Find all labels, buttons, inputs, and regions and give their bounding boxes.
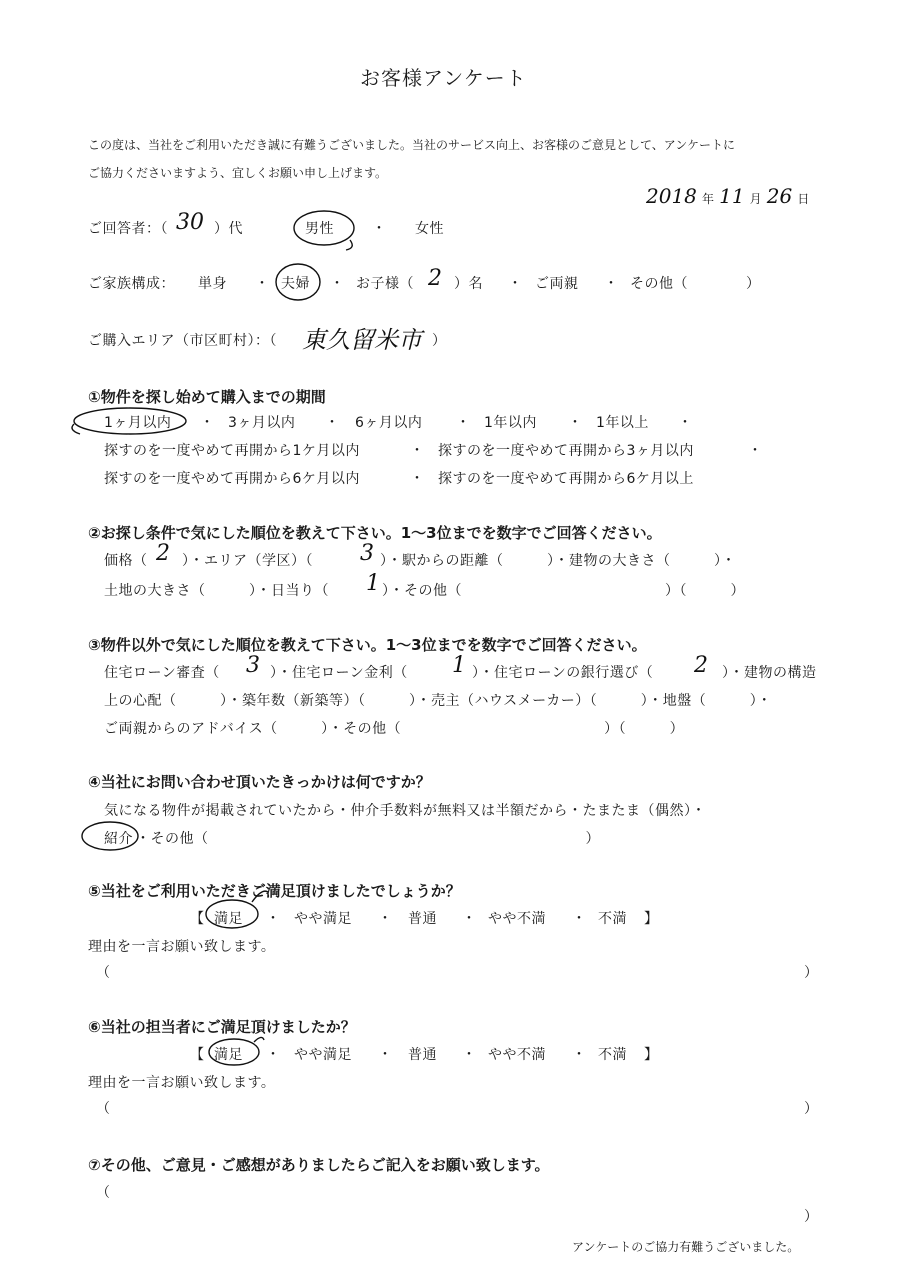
separator-dot: ・ [266, 1047, 281, 1063]
q3-loan-rate-rank: 1 [452, 653, 466, 678]
bracket-open: 【 [190, 1047, 205, 1063]
q5-option: やや不満 [488, 911, 546, 927]
option-couple: 夫婦 [281, 276, 310, 292]
separator-dot: ・ [372, 221, 387, 237]
separator-dot: ・ [748, 443, 763, 459]
circle-tail-male [346, 240, 352, 250]
q6-reason-open: （ [96, 1101, 111, 1117]
separator-dot: ・ [508, 276, 523, 292]
q1-option: 1年以上 [596, 415, 649, 431]
q2-title: ②お探し条件で気にした順位を教えて下さい。1～3位までを数字でご回答ください。 [88, 524, 662, 542]
option-children: お子様（ [356, 276, 414, 292]
children-count: 2 [428, 266, 442, 291]
q5-reason-close: ） [804, 965, 819, 981]
q3-loan-bank: ）・住宅ローンの銀行選び（ [472, 665, 654, 681]
separator-dot: ・ [572, 911, 587, 927]
q6-reason-label: 理由を一言お願い致します。 [88, 1075, 276, 1091]
q1-option: 6ヶ月以内 [355, 415, 423, 431]
option-other: その他（ ） [630, 276, 761, 292]
q1-option: 探すのを一度やめて再開から1ケ月以内 [104, 443, 360, 459]
q1-option: 1年以内 [484, 415, 537, 431]
respondent-age-suffix: ）代 [214, 221, 243, 237]
separator-dot: ・ [572, 1047, 587, 1063]
bracket-close: 】 [644, 1047, 659, 1063]
date-day-unit: 日 [797, 192, 810, 206]
q5-option: 満足 [214, 911, 243, 927]
family-label: ご家族構成： [88, 276, 175, 292]
q3-loan-review: 住宅ローン審査（ [104, 665, 220, 681]
date-month: 11 [719, 184, 745, 208]
separator-dot: ・ [456, 415, 471, 431]
circle-tail-q6 [254, 1037, 264, 1042]
q1-option: 3ヶ月以内 [228, 415, 296, 431]
circle-tail-1-month [72, 424, 80, 434]
separator-dot: ・ [330, 276, 345, 292]
children-suffix: ）名 [454, 276, 483, 292]
page-title: お客様アンケート [360, 66, 527, 90]
bracket-close: 】 [644, 911, 659, 927]
date-month-unit: 月 [749, 192, 762, 206]
separator-dot: ・ [462, 911, 477, 927]
option-male: 男性 [305, 221, 334, 237]
q4-option-referral: 紹介 [104, 831, 133, 847]
separator-dot: ・ [378, 911, 393, 927]
q6-title: ⑥当社の担当者にご満足頂けましたか？ [88, 1018, 356, 1036]
date-field [646, 184, 809, 208]
q6-reason-close: ） [804, 1101, 819, 1117]
option-female: 女性 [415, 221, 444, 237]
q5-option: 不満 [598, 911, 627, 927]
q5-reason-open: （ [96, 965, 111, 981]
q5-title: ⑤当社をご利用いただきご満足頂けましたでしょうか？ [88, 882, 461, 900]
area-value: 東久留米市 [302, 326, 422, 354]
q5-option: やや満足 [294, 911, 352, 927]
q2-land: 土地の大きさ（ ）・日当り（ [104, 583, 329, 599]
separator-dot: ・ [255, 276, 270, 292]
q1-option: 探すのを一度やめて再開から6ケ月以上 [438, 471, 694, 487]
q4-title: ④当社にお問い合わせ頂いたきっかけは何ですか？ [88, 773, 431, 791]
q2-area-rank: 3 [360, 541, 374, 566]
separator-dot: ・ [378, 1047, 393, 1063]
separator-dot: ・ [266, 911, 281, 927]
option-parents: ご両親 [535, 276, 579, 292]
q1-title: ①物件を探し始めて購入までの期間 [88, 388, 326, 406]
q4-line-1: 気になる物件が掲載されていたから・仲介手数料が無料又は半額だから・たまたま（偶然）・ [104, 803, 706, 819]
q7-title: ⑦その他、ご意見・ご感想がありましたらご記入をお願い致します。 [88, 1156, 550, 1174]
separator-dot: ・ [604, 276, 619, 292]
q6-option: 満足 [214, 1047, 243, 1063]
q2-other: ）・その他（ ）（ ） [382, 583, 745, 599]
q2-station: ）・駅からの距離（ ）・建物の大きさ（ ）・ [380, 553, 736, 569]
q1-option: 探すのを一度やめて再開から3ヶ月以内 [438, 443, 694, 459]
respondent-age: 30 [176, 210, 204, 235]
separator-dot: ・ [678, 415, 693, 431]
q6-option: 普通 [408, 1047, 437, 1063]
q3-title: ③物件以外で気にした順位を教えて下さい。1～3位までを数字でご回答ください。 [88, 636, 647, 654]
q3-loan-rate: ）・住宅ローン金利（ [270, 665, 408, 681]
q3-structure: ）・建物の構造 [722, 665, 817, 681]
option-single: 単身 [198, 276, 227, 292]
q2-area: ）・エリア（学区）（ [182, 553, 313, 569]
footer-thanks: アンケートのご協力有難うございました。 [572, 1240, 800, 1254]
q3-line-3: ご両親からのアドバイス（ ）・その他（ ）（ ） [104, 721, 685, 737]
separator-dot: ・ [325, 415, 340, 431]
q7-comment-close: ） [804, 1209, 819, 1225]
date-year: 2018 [646, 184, 697, 208]
respondent-label: ご回答者：（ [88, 221, 168, 237]
separator-dot: ・ [462, 1047, 477, 1063]
q2-price: 価格（ [104, 553, 148, 569]
intro-line-1: この度は、当社をご利用いただき誠に有難うございました。当社のサービス向上、お客様のご意見として、アンケートに [88, 138, 736, 152]
area-label: ご購入エリア（市区町村）：（ [88, 333, 277, 349]
separator-dot: ・ [410, 471, 425, 487]
q2-price-rank: 2 [156, 541, 170, 566]
q6-option: 不満 [598, 1047, 627, 1063]
q6-option: やや不満 [488, 1047, 546, 1063]
bracket-open: 【 [190, 911, 205, 927]
date-day: 26 [766, 184, 793, 208]
q7-comment-open: （ [96, 1185, 111, 1201]
separator-dot: ・ [200, 415, 215, 431]
q6-option: やや満足 [294, 1047, 352, 1063]
separator-dot: ・ [568, 415, 583, 431]
q2-sun-rank: 1 [366, 571, 380, 596]
intro-line-2: ご協力くださいますよう、宜しくお願い申し上げます。 [88, 166, 388, 180]
q3-loan-bank-rank: 2 [694, 653, 708, 678]
date-year-unit: 年 [702, 192, 715, 206]
q5-reason-label: 理由を一言お願い致します。 [88, 939, 276, 955]
area-close: ） [432, 333, 447, 349]
q4-line-2: ・その他（ ） [136, 831, 600, 847]
separator-dot: ・ [410, 443, 425, 459]
q5-option: 普通 [408, 911, 437, 927]
q1-option: 探すのを一度やめて再開から6ケ月以内 [104, 471, 360, 487]
q3-loan-review-rank: 3 [246, 653, 260, 678]
q3-line-2: 上の心配（ ）・築年数（新築等）（ ）・売主（ハウスメーカー）（ ）・地盤（ ）・ [104, 693, 772, 709]
q1-option: 1ヶ月以内 [104, 415, 172, 431]
